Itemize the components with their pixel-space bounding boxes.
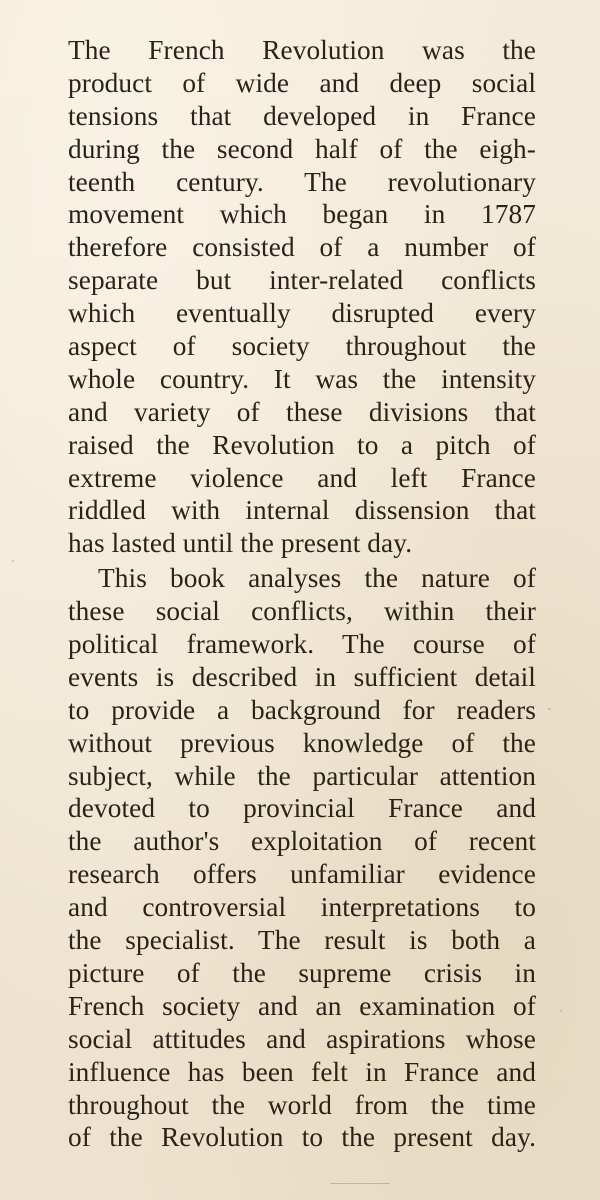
paper-speck [560,1010,562,1012]
text-line: French society and an examination of [68,990,536,1021]
text-line: separate but inter-related conflicts [68,265,536,296]
text-line: whole country. It was the intensity [68,363,536,394]
text-line: which eventually disrupted every [68,298,536,329]
text-line: without previous knowledge of the [68,727,536,758]
text-line: of the Revolution to the present day. [68,1122,536,1153]
paragraph-2 [68,562,536,1154]
text-line: The French Revolution was the [68,35,536,65]
text-line: the author's exploitation of recent [68,826,536,857]
text-line: and variety of these divisions that [68,396,536,427]
text-line: to provide a background for readers [68,694,536,725]
text-line: subject, while the particular attention [68,760,536,791]
text-line: these social conflicts, within their [68,596,536,627]
text-line: has lasted until the present day. [68,528,413,559]
text-line: riddled with internal dissension that [68,495,536,526]
paper-speck [12,560,14,562]
text-line: raised the Revolution to a pitch of [68,429,536,460]
paragraph-1 [68,34,536,560]
text-line: social attitudes and aspirations whose [68,1023,536,1054]
text-line: therefore consisted of a number of [68,232,536,263]
text-line: political framework. The course of [68,629,536,660]
text-line: aspect of society throughout the [68,331,536,362]
paper-speck [548,708,551,710]
text-line: throughout the world from the time [68,1089,536,1120]
text-line: tensions that developed in France [68,100,536,131]
text-line: events is described in sufficient detail [68,661,536,692]
text-line: extreme violence and left France [68,462,536,493]
text-line: movement which began in 1787 [68,199,536,230]
text-line: product of wide and deep social [68,67,536,98]
text-line: devoted to provincial France and [68,793,536,824]
text-line: research offers unfamiliar evidence [68,859,536,890]
text-line: teenth century. The revolutionary [68,166,536,197]
text-line: picture of the supreme crisis in [68,957,536,988]
text-line: and controversial interpretations to [68,892,536,923]
text-line: the specialist. The result is both a [68,925,536,956]
blurb-text [68,34,536,1154]
paper-mark [330,1183,390,1184]
text-line: This book analyses the nature of [98,563,536,594]
text-line: influence has been felt in France and [68,1056,536,1087]
text-line: during the second half of the eigh- [68,133,536,164]
